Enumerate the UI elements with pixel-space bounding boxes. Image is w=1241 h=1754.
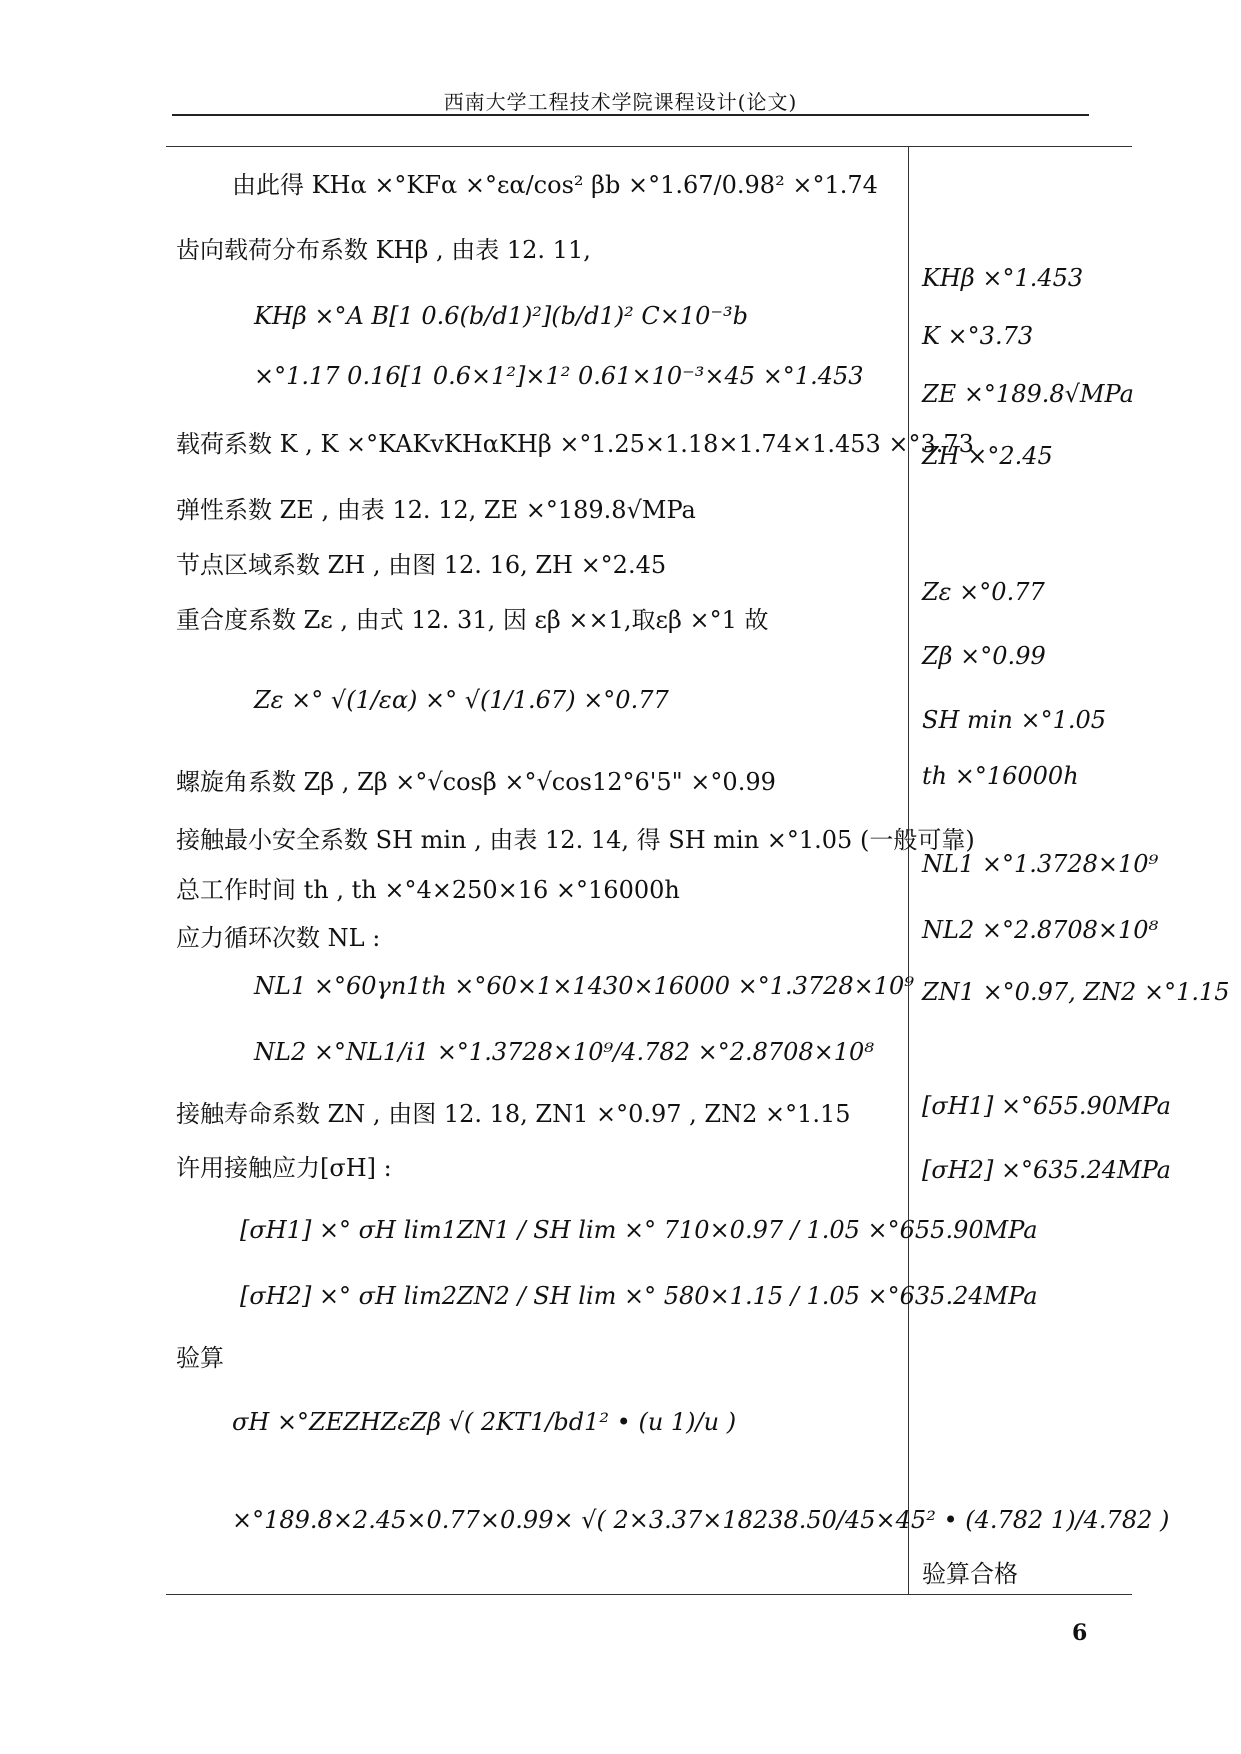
khbeta-calc: ×°1.17 0.16[1 0.6×1²]×1² 0.61×10⁻³×45 ×°1.453 xyxy=(254,362,864,390)
allowable-stress-intro: 许用接触应力[σH] : xyxy=(176,1154,392,1182)
stress-cycles-intro: 应力循环次数 NL : xyxy=(176,924,381,952)
result-zh: ZH ×°2.45 xyxy=(922,442,1053,470)
zone-factor-line: 节点区域系数 ZH , 由图 12. 16, ZH ×°2.45 xyxy=(176,551,667,579)
column-divider xyxy=(908,146,909,1594)
result-nl2: NL2 ×°2.8708×10⁸ xyxy=(922,916,1159,944)
sigma-h-calc: ×°189.8×2.45×0.77×0.99× √( 2×3.37×18238.50/45×45² • (4.782 1)/4.782 ) xyxy=(232,1506,1170,1534)
result-shmin: SH min ×°1.05 xyxy=(922,706,1107,734)
khbeta-intro: 齿向载荷分布系数 KHβ , 由表 12. 11, xyxy=(176,236,591,264)
min-safety-line: 接触最小安全系数 SH min , 由表 12. 14, 得 SH min ×°1.05 (一般可靠) xyxy=(176,826,975,854)
contact-ratio-formula: Zε ×° √(1/εα) ×° √(1/1.67) ×°0.77 xyxy=(254,686,669,714)
khbeta-formula: KHβ ×°A B[1 0.6(b/d1)²](b/d1)² C×10⁻³b xyxy=(254,302,749,330)
verify-heading: 验算 xyxy=(176,1344,224,1372)
sigma-h1-formula: [σH1] ×° σH lim1ZN1 / SH lim ×° 710×0.97 / 1.05 ×°655.90MPa xyxy=(240,1216,1038,1244)
header-rule xyxy=(172,114,1089,116)
result-zbeta: Zβ ×°0.99 xyxy=(922,642,1046,670)
nl1-formula: NL1 ×°60γn1th ×°60×1×1430×16000 ×°1.3728×10⁹ xyxy=(254,972,914,1000)
work-time-line: 总工作时间 th , th ×°4×250×16 ×°16000h xyxy=(176,876,680,904)
result-nl1: NL1 ×°1.3728×10⁹ xyxy=(922,850,1159,878)
helix-factor-line: 螺旋角系数 Zβ , Zβ ×°√cosβ ×°√cos12°6'5" ×°0.99 xyxy=(176,768,776,796)
contact-ratio-intro: 重合度系数 Zε , 由式 12. 31, 因 εβ ××1,取εβ ×°1 故 xyxy=(176,606,769,634)
page-number: 6 xyxy=(1072,1620,1088,1646)
result-ze: ZE ×°189.8√MPa xyxy=(922,380,1134,408)
page-header: 西南大学工程技术学院课程设计(论文) xyxy=(443,90,798,114)
result-sigma-h1: [σH1] ×°655.90MPa xyxy=(922,1092,1171,1120)
result-khbeta: KHβ ×°1.453 xyxy=(922,264,1084,292)
nl2-formula: NL2 ×°NL1/i1 ×°1.3728×10⁹/4.782 ×°2.8708×10⁸ xyxy=(254,1038,874,1066)
result-k: K ×°3.73 xyxy=(922,322,1034,350)
derived-khalpha-line: 由此得 KHα ×°KFα ×°εα/cos² βb ×°1.67/0.98² ×°1.74 xyxy=(232,171,878,199)
result-zn: ZN1 ×°0.97, ZN2 ×°1.15 xyxy=(922,978,1230,1006)
table-bottom-rule xyxy=(166,1594,1132,1595)
result-sigma-h2: [σH2] ×°635.24MPa xyxy=(922,1156,1171,1184)
table-top-rule xyxy=(166,146,1132,147)
sigma-h2-formula: [σH2] ×° σH lim2ZN2 / SH lim ×° 580×1.15 / 1.05 ×°635.24MPa xyxy=(240,1282,1038,1310)
result-zepsilon: Zε ×°0.77 xyxy=(922,578,1045,606)
life-factor-line: 接触寿命系数 ZN , 由图 12. 18, ZN1 ×°0.97 , ZN2 ×°1.15 xyxy=(176,1100,851,1128)
sigma-h-formula: σH ×°ZEZHZεZβ √( 2KT1/bd1² • (u 1)/u ) xyxy=(232,1408,737,1436)
load-factor-line: 载荷系数 K , K ×°KAKvKHαKHβ ×°1.25×1.18×1.74×1.453 ×°3.73 xyxy=(176,430,974,458)
elastic-factor-line: 弹性系数 ZE , 由表 12. 12, ZE ×°189.8√MPa xyxy=(176,496,696,524)
verification-passed: 验算合格 xyxy=(922,1560,1018,1588)
result-th: th ×°16000h xyxy=(922,762,1079,790)
